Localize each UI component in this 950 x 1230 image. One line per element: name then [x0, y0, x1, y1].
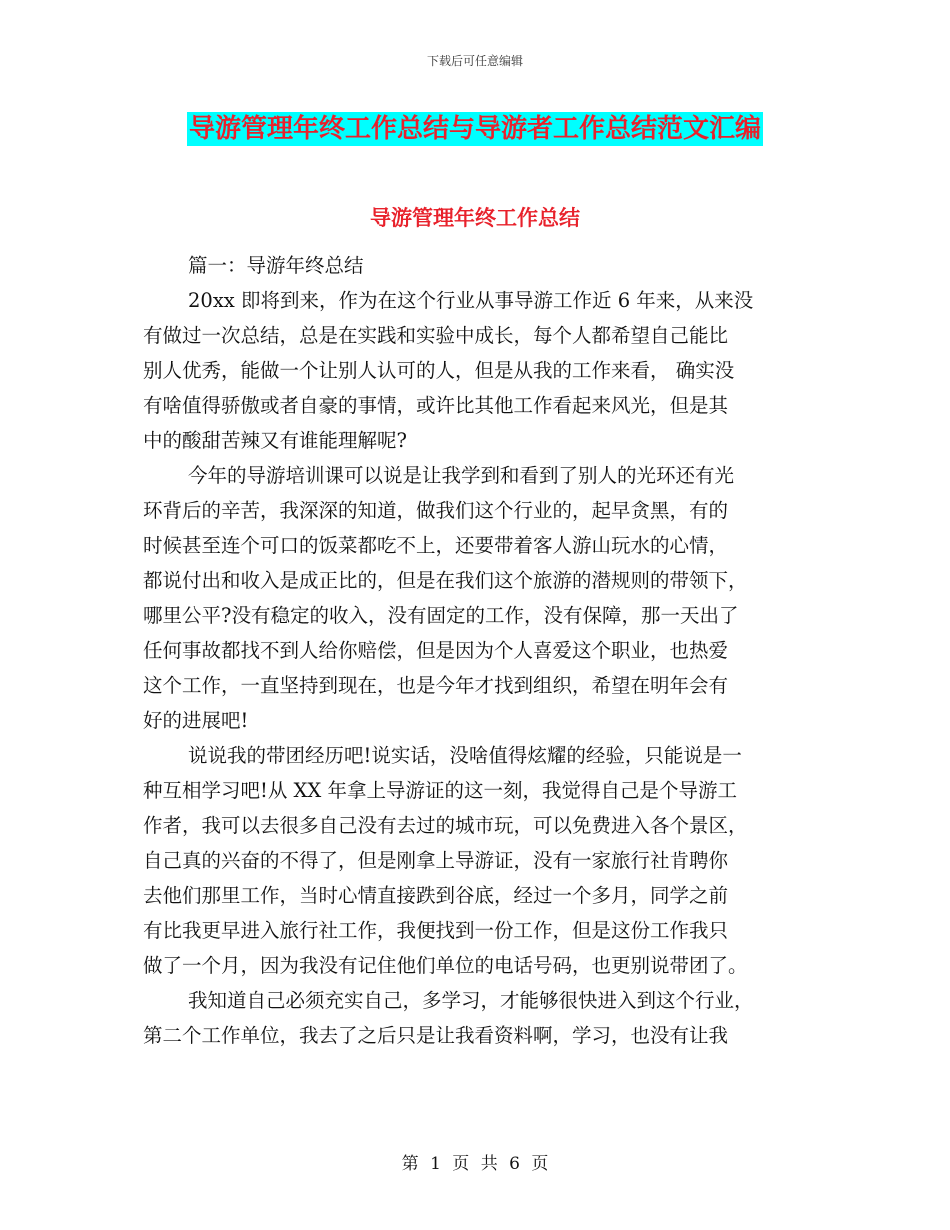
body-line: 今年的导游培训课可以说是让我学到和看到了别人的光环还有光: [188, 464, 735, 487]
body-line: 我知道自己必须充实自己，多学习，才能够很快进入到这个行业，: [188, 989, 754, 1012]
page-header: 下载后可任意编辑: [426, 54, 523, 68]
body-line: 任何事故都找不到人给你赔偿，但是因为个人喜爱这个职业，也热爱: [143, 639, 729, 662]
body-line: 20xx 即将到来，作为在这个行业从事导游工作近 6 年来，从来没: [188, 289, 754, 312]
body-line: 都说付出和收入是成正比的，但是在我们这个旅游的潜规则的带领下，: [143, 569, 748, 592]
section-title: 导游管理年终工作总结: [370, 206, 580, 230]
body-line: 做了一个月，因为我没有记住他们单位的电话号码，也更别说带团了。: [143, 954, 748, 977]
body-line: 时候甚至连个可口的饭菜都吃不上，还要带着客人游山玩水的心情，: [143, 534, 729, 557]
document-body: [143, 248, 809, 1053]
body-line: 环背后的辛苦，我深深的知道，做我们这个行业的，起早贪黑，有的: [143, 499, 729, 522]
body-line: 篇一：导游年终总结: [188, 254, 364, 277]
page-footer: 第 1 页 共 6 页: [401, 1154, 549, 1174]
body-line: 说说我的带团经历吧!说实话，没啥值得炫耀的经验，只能说是一: [188, 744, 742, 767]
body-line: 有啥值得骄傲或者自豪的事情，或许比其他工作看起来风光，但是其: [143, 394, 729, 417]
document-title: 导游管理年终工作总结与导游者工作总结范文汇编: [188, 114, 761, 144]
body-line: 别人优秀，能做一个让别人认可的人，但是从我的工作来看， 确实没: [143, 359, 735, 382]
body-line: 去他们那里工作，当时心情直接跌到谷底，经过一个多月，同学之前: [143, 884, 729, 907]
body-line: 哪里公平?没有稳定的收入，没有固定的工作，没有保障，那一天出了: [143, 604, 739, 627]
body-line: 第二个工作单位，我去了之后只是让我看资料啊，学习，也没有让我: [143, 1024, 729, 1047]
document-title-container: [0, 112, 950, 146]
body-line: 中的酸甜苦辣又有谁能理解呢?: [143, 429, 407, 452]
body-line: 好的进展吧!: [143, 709, 249, 732]
body-line: 自己真的兴奋的不得了，但是刚拿上导游证，没有一家旅行社肯聘你: [143, 849, 729, 872]
body-line: 这个工作，一直坚持到现在，也是今年才找到组织，希望在明年会有: [143, 674, 729, 697]
body-line: 作者，我可以去很多自己没有去过的城市玩，可以免费进入各个景区，: [143, 814, 748, 837]
body-line: 有比我更早进入旅行社工作，我便找到一份工作，但是这份工作我只: [143, 919, 729, 942]
body-line: 有做过一次总结，总是在实践和实验中成长，每个人都希望自己能比: [143, 324, 729, 347]
body-line: 种互相学习吧!从 XX 年拿上导游证的这一刻，我觉得自己是个导游工: [143, 779, 737, 802]
